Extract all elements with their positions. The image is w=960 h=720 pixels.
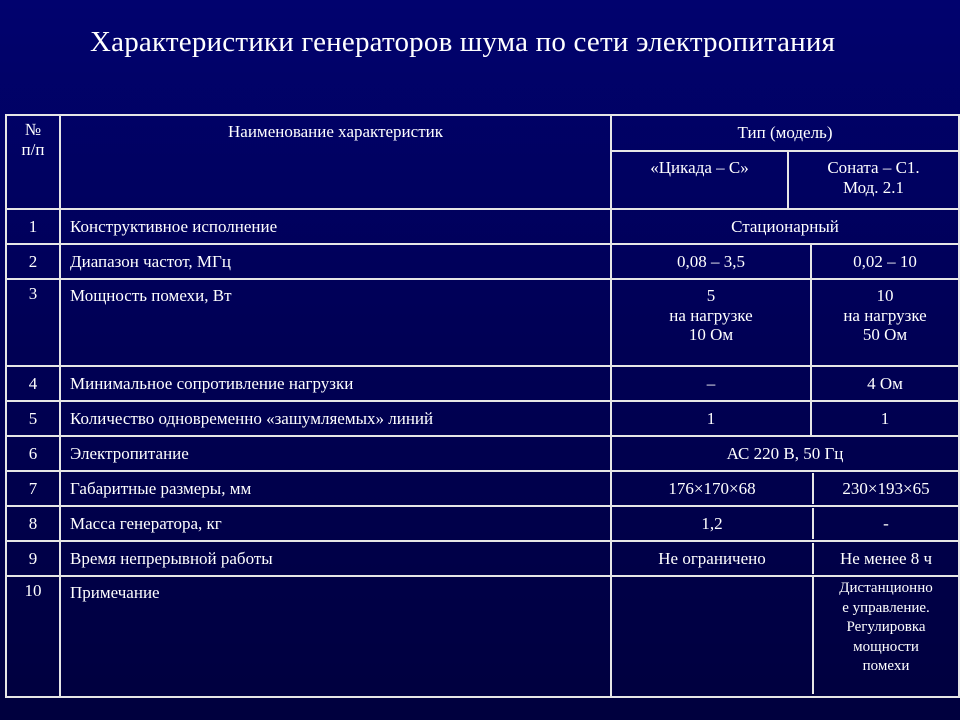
table-row <box>6 244 959 279</box>
row-value-model-1: 1 <box>611 401 811 436</box>
row-name: Электропитание <box>60 436 611 471</box>
header-model-1: «Цикада – С» <box>611 151 788 209</box>
row-num: 2 <box>6 244 60 279</box>
row-num: 4 <box>6 366 60 401</box>
row-num: 8 <box>6 506 60 541</box>
table-row <box>6 541 959 576</box>
table-row <box>6 279 959 366</box>
header-type: Тип (модель) <box>611 115 959 151</box>
row-value-model-2: 4 Ом <box>811 366 959 401</box>
spec-table <box>5 114 960 698</box>
table-row <box>6 366 959 401</box>
row-value-model-1: 5 на нагрузке 10 Ом <box>611 279 811 366</box>
row-name: Минимальное сопротивление нагрузки <box>60 366 611 401</box>
row-value-model-2: - <box>883 513 889 533</box>
row-name: Примечание <box>60 576 611 697</box>
row-value-model-2: Дистанционно е управление. Регулировка мощности помехи <box>839 580 933 674</box>
row-num: 9 <box>6 541 60 576</box>
row-value-merged: АС 220 В, 50 Гц <box>611 436 959 471</box>
row-num: 7 <box>6 471 60 506</box>
table-row <box>6 209 959 244</box>
row-num: 5 <box>6 401 60 436</box>
row-value-model-2: 10 на нагрузке 50 Ом <box>811 279 959 366</box>
table-row <box>6 436 959 471</box>
row-name: Габаритные размеры, мм <box>60 471 611 506</box>
row-value-model-1: 0,08 – 3,5 <box>611 244 811 279</box>
row-name: Масса генератора, кг <box>60 506 611 541</box>
row-name: Количество одновременно «зашумляемых» линий <box>60 401 611 436</box>
header-model-2: Соната – С1. Мод. 2.1 <box>788 151 959 209</box>
row-num: 6 <box>6 436 60 471</box>
row-num: 10 <box>6 576 60 697</box>
row-name: Мощность помехи, Вт <box>60 279 611 366</box>
row-value-model-1 <box>612 577 814 694</box>
row-value-model-2: 1 <box>811 401 959 436</box>
row-name: Диапазон частот, МГц <box>60 244 611 279</box>
row-value-model-2: 0,02 – 10 <box>811 244 959 279</box>
table-row <box>6 506 959 541</box>
header-name: Наименование характеристик <box>60 115 611 209</box>
row-num: 1 <box>6 209 60 244</box>
table-row <box>6 576 959 697</box>
page-title: Характеристики генераторов шума по сети электропитания <box>90 26 836 58</box>
row-num: 3 <box>6 279 60 366</box>
row-name: Конструктивное исполнение <box>60 209 611 244</box>
row-value-model-1: – <box>611 366 811 401</box>
row-name: Время непрерывной работы <box>60 541 611 576</box>
header-row <box>6 115 959 151</box>
row-value-model-2: 230×193×65 <box>842 478 930 498</box>
table-row <box>6 471 959 506</box>
row-value-model-2: Не менее 8 ч <box>839 548 933 568</box>
table-row <box>6 401 959 436</box>
row-value-merged: Стационарный <box>611 209 959 244</box>
row-value-model-1: Не ограничено <box>612 543 814 574</box>
row-value-model-1: 1,2 <box>612 508 814 539</box>
header-num: № п/п <box>6 115 60 209</box>
row-value-model-1: 176×170×68 <box>612 473 814 504</box>
